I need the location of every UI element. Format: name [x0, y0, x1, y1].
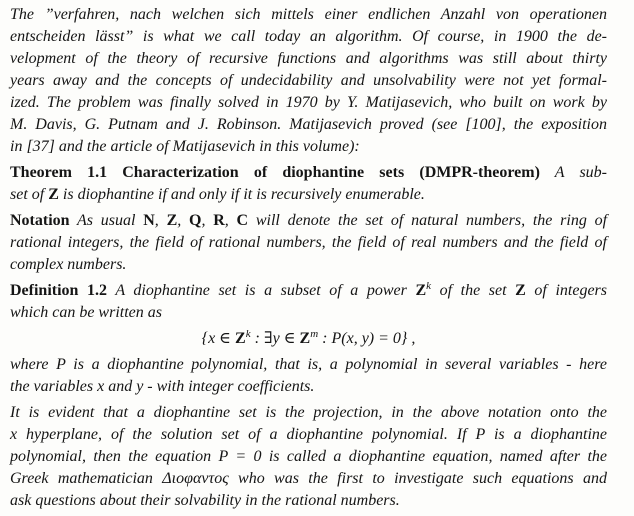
text-run-bold: Z — [48, 186, 59, 203]
text-line: in [37] and the article of Matijasevich in this volume): — [10, 138, 360, 155]
text-line — [10, 162, 607, 184]
theorem-block — [10, 162, 607, 206]
text-run-bold: N — [143, 212, 155, 229]
theorem-heading: Theorem 1.1 Characterization of diophantine sets (DMPR-theorem) — [10, 164, 540, 181]
superscript-k: k — [245, 328, 251, 340]
text-line — [10, 280, 607, 302]
text-line — [10, 184, 607, 206]
text-line: Greek mathematician Διοφαντος who was the first to investigate such equations and — [10, 470, 607, 487]
intro-paragraph — [10, 4, 607, 158]
text-line: ized. The problem was finally solved in 1970 by Y. Matijasevich, who built on work by — [10, 94, 607, 111]
text-line: complex numbers. — [10, 256, 127, 273]
text-line: which can be written as — [10, 304, 162, 321]
text-line: entscheiden lässt” is what we call today an algorithm. Of course, in 1900 the de- — [10, 28, 607, 45]
text-run: As usual — [69, 212, 144, 229]
formula-run-bold: Z — [235, 330, 246, 347]
text-line: polynomial, then the equation P = 0 is called a diophantine equation, named after the — [10, 448, 607, 465]
text-run-bold: C — [236, 212, 249, 229]
text-run-bold: R — [213, 212, 225, 229]
superscript-m: m — [310, 328, 319, 340]
notation-block — [10, 210, 607, 276]
text-run: , — [177, 212, 189, 229]
where-paragraph — [10, 354, 607, 398]
text-run-bold: Z — [415, 282, 427, 299]
text-run-bold: Q — [189, 212, 202, 229]
text-line: M. Davis, G. Putnam and J. Robinson. Matijasevich proved (see [100], the exposition — [10, 116, 607, 133]
notation-heading: Notation — [10, 212, 70, 229]
text-run: , — [224, 212, 237, 229]
text-line: x hyperplane, of the solution set of a diophantine polynomial. If P is a diophantine — [10, 426, 607, 443]
text-line: the variables x and y - with integer coefficients. — [10, 378, 315, 395]
text-line: years away and the concepts of undecidability and unsolvability were not yet formal- — [10, 72, 607, 89]
formula-run: {x ∈ — [201, 330, 236, 347]
text-run: , — [154, 212, 167, 229]
text-run-bold: Z — [515, 282, 526, 299]
text-line: where P is a diophantine polynomial, that is, a polynomial in several variables - here — [10, 356, 607, 373]
text-run: of the set — [431, 282, 516, 299]
text-run: A sub- — [539, 164, 607, 181]
formula-run-bold: Z — [299, 330, 311, 347]
text-run: will denote the set of natural numbers, the ring of — [248, 212, 608, 229]
text-line: ask questions about their solvability in the rational numbers. — [10, 492, 400, 509]
text-line: The ”verfahren, nach welchen sich mittels einer endlichen Anzahl von operationen — [10, 6, 607, 23]
text-run: of integers — [525, 282, 607, 299]
text-line — [10, 210, 607, 232]
display-formula — [10, 328, 607, 350]
text-run: set of — [10, 186, 49, 203]
superscript-k: k — [426, 280, 432, 292]
text-line: rational integers, the field of rational numbers, the field of real numbers and the field of — [10, 234, 607, 251]
text-run-bold: Z — [166, 212, 178, 229]
formula-run: : P(x, y) = 0} , — [318, 330, 416, 347]
text-line: It is evident that a diophantine set is the projection, in the above notation onto the — [10, 404, 607, 421]
definition-heading: Definition 1.2 — [10, 282, 108, 299]
text-run: A diophantine set is a subset of a power — [107, 282, 416, 299]
text-run: , — [201, 212, 214, 229]
definition-block — [10, 280, 607, 324]
closing-paragraph — [10, 402, 607, 512]
text-line: velopment of the theory of recursive functions and algorithms was still about thirty — [10, 50, 607, 67]
formula-run: : ∃y ∈ — [250, 330, 300, 347]
text-run: is diophantine if and only if it is recursively enumerable. — [58, 186, 425, 203]
